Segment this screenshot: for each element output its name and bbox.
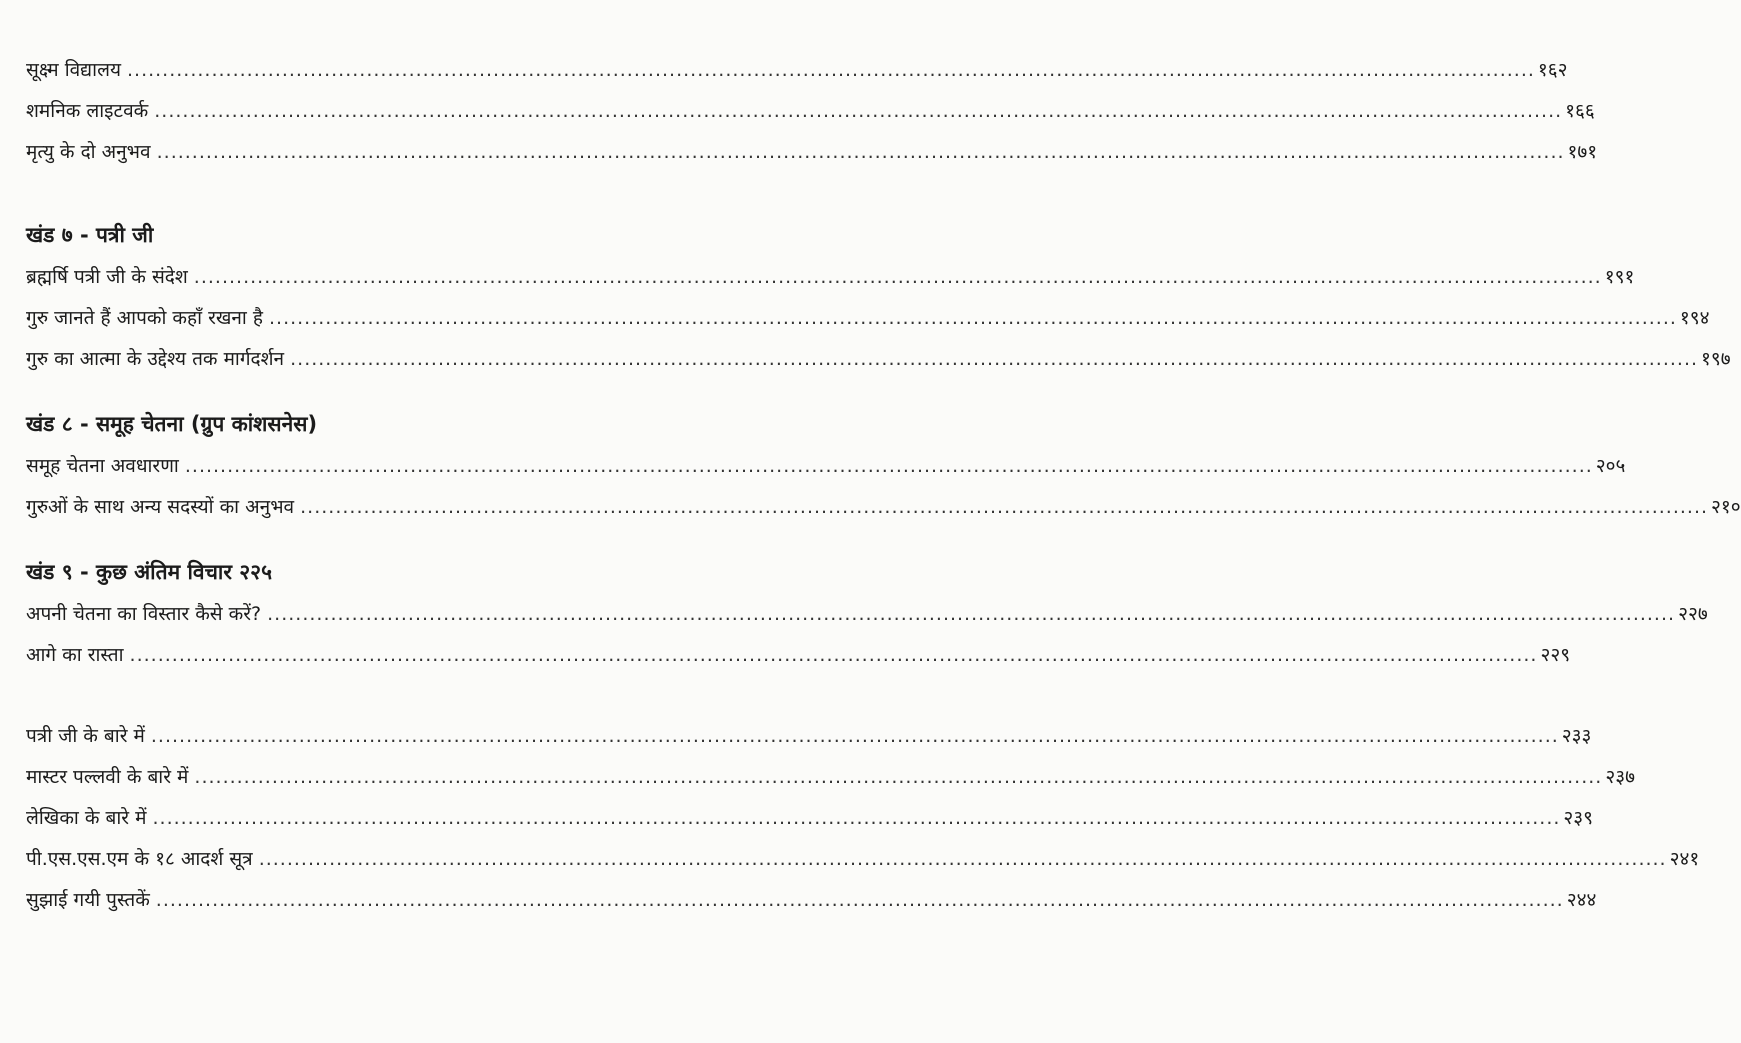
dot-leader: ........................................................................................................................................................................................................ xyxy=(267,603,1676,625)
toc-entry xyxy=(26,91,1595,132)
toc-entry xyxy=(26,594,1708,635)
toc-entry xyxy=(26,132,1598,173)
dot-leader: ........................................................................................................................................................................................................ xyxy=(268,307,1677,329)
toc-entry-title: सूक्ष्म विद्यालय xyxy=(26,59,121,81)
dot-leader: ........................................................................................................................................................................................................ xyxy=(152,807,1561,829)
toc-entry-page: १७१ xyxy=(1567,141,1598,163)
section-heading: खंड ७ - पत्री जी xyxy=(26,223,154,247)
toc-entry xyxy=(26,446,1626,487)
toc-entry-title: गुरु जानते हैं आपको कहाँ रखना है xyxy=(26,307,263,329)
toc-entry-page: २२७ xyxy=(1678,603,1708,625)
dot-leader: ........................................................................................................................................................................................................ xyxy=(193,266,1602,288)
dot-leader: ........................................................................................................................................................................................................ xyxy=(290,348,1699,370)
dot-leader: ........................................................................................................................................................................................................ xyxy=(258,848,1667,870)
dot-leader: ........................................................................................................................................................................................................ xyxy=(155,889,1564,911)
toc-entry-page: १९४ xyxy=(1679,307,1710,329)
toc-entry-title: शमनिक लाइटवर्क xyxy=(26,100,149,122)
toc-entry-title: गुरु का आत्मा के उद्देश्य तक मार्गदर्शन xyxy=(26,348,285,370)
section-spacer xyxy=(26,528,574,550)
toc-entry-title: पी.एस.एस.एम के १८ आदर्श सूत्र xyxy=(26,848,253,870)
dot-leader: ........................................................................................................................................................................................................ xyxy=(194,766,1603,788)
toc-entry-title: अपनी चेतना का विस्तार कैसे करें? xyxy=(26,603,262,625)
toc-entry-title: ब्रह्मर्षि पत्री जी के संदेश xyxy=(26,266,188,288)
toc-entry-page: २३९ xyxy=(1563,807,1594,829)
toc-entry-page: २३७ xyxy=(1605,766,1635,788)
toc-entry-title: मास्टर पल्लवी के बारे में xyxy=(26,766,189,788)
dot-leader: ........................................................................................................................................................................................................ xyxy=(150,725,1559,747)
toc-entry-page: १९१ xyxy=(1604,266,1635,288)
toc-entry-title: आगे का रास्ता xyxy=(26,644,124,666)
toc-entry xyxy=(26,880,1597,921)
toc-entry-page: २०५ xyxy=(1595,455,1626,477)
toc-entry xyxy=(26,487,1741,528)
dot-leader: ........................................................................................................................................................................................................ xyxy=(129,644,1538,666)
section-heading: खंड ८ - समूह चेतना (ग्रुप कांशसनेस) xyxy=(26,412,318,436)
section-spacer xyxy=(26,173,574,213)
toc-entry-page: २४१ xyxy=(1669,848,1700,870)
toc-entry-page: १६६ xyxy=(1565,100,1595,122)
toc-entry xyxy=(26,339,1731,380)
toc-entry xyxy=(26,257,1635,298)
dot-leader: ........................................................................................................................................................................................................ xyxy=(300,496,1709,518)
toc-entry-page: २१० xyxy=(1711,496,1741,518)
toc-entry xyxy=(26,716,1592,757)
section-heading: खंड ९ - कुछ अंतिम विचार २२५ xyxy=(26,560,273,584)
table-of-contents xyxy=(26,50,1741,921)
section-spacer xyxy=(26,676,574,716)
toc-entry-title: सुझाई गयी पुस्तकें xyxy=(26,889,150,911)
dot-leader: ........................................................................................................................................................................................................ xyxy=(154,100,1563,122)
toc-entry-title: गुरुओं के साथ अन्य सदस्यों का अनुभव xyxy=(26,496,295,518)
dot-leader: ........................................................................................................................................................................................................ xyxy=(156,141,1565,163)
section-spacer xyxy=(26,380,574,402)
toc-entry-title: समूह चेतना अवधारणा xyxy=(26,455,179,477)
toc-entry xyxy=(26,757,1635,798)
toc-entry-title: पत्री जी के बारे में xyxy=(26,725,145,747)
toc-entry-title: मृत्यु के दो अनुभव xyxy=(26,141,151,163)
toc-entry-page: १९७ xyxy=(1701,348,1731,370)
toc-entry xyxy=(26,798,1594,839)
toc-entry xyxy=(26,50,1568,91)
toc-entry-title: लेखिका के बारे में xyxy=(26,807,147,829)
dot-leader: ........................................................................................................................................................................................................ xyxy=(126,59,1535,81)
toc-entry-page: २२९ xyxy=(1540,644,1571,666)
toc-entry-page: २३३ xyxy=(1561,725,1592,747)
dot-leader: ........................................................................................................................................................................................................ xyxy=(184,455,1593,477)
toc-entry-page: १६२ xyxy=(1537,59,1568,81)
toc-entry xyxy=(26,635,1571,676)
toc-entry xyxy=(26,839,1700,880)
toc-entry xyxy=(26,298,1710,339)
toc-entry-page: २४४ xyxy=(1566,889,1597,911)
